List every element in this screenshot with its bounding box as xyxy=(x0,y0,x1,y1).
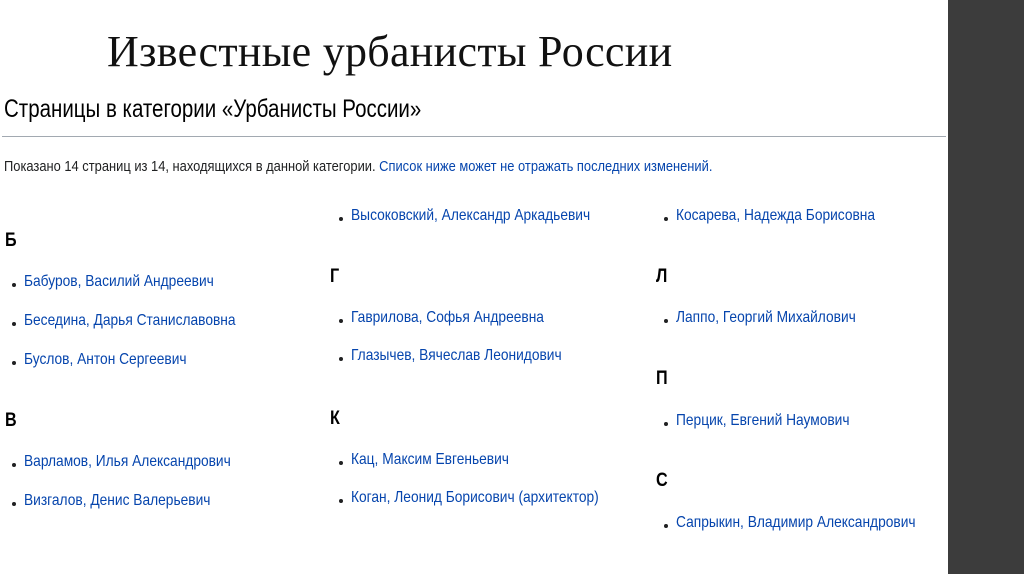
list-item[interactable]: Кац, Максим Евгеньевич xyxy=(351,451,509,468)
category-heading: Страницы в категории «Урбанисты России» xyxy=(4,95,422,123)
list-item[interactable]: Буслов, Антон Сергеевич xyxy=(24,351,187,368)
slide-title: Известные урбанисты России xyxy=(107,27,673,76)
bullet-icon xyxy=(339,499,343,503)
bullet-icon xyxy=(664,524,668,528)
heading-divider xyxy=(2,136,946,137)
bullet-icon xyxy=(12,361,16,365)
letter-heading-v: В xyxy=(5,410,17,431)
bullet-icon xyxy=(339,357,343,361)
list-item[interactable]: Косарева, Надежда Борисовна xyxy=(676,207,876,224)
letter-heading-s: С xyxy=(656,470,668,491)
list-item[interactable]: Лаппо, Георгий Михайлович xyxy=(676,309,856,326)
list-item[interactable]: Коган, Леонид Борисович (архитектор) xyxy=(351,489,599,506)
recent-changes-link[interactable]: Список ниже может не отражать последних изменений. xyxy=(379,158,713,175)
bullet-icon xyxy=(339,319,343,323)
letter-heading-g: Г xyxy=(330,266,340,287)
letter-heading-l: Л xyxy=(656,266,668,287)
letter-heading-k: К xyxy=(330,408,340,429)
category-intro xyxy=(4,158,712,175)
list-item[interactable]: Бабуров, Василий Андреевич xyxy=(24,273,214,290)
bullet-icon xyxy=(339,217,343,221)
bullet-icon xyxy=(12,463,16,467)
letter-heading-p: П xyxy=(656,368,668,389)
list-item[interactable]: Беседина, Дарья Станиславовна xyxy=(24,312,236,329)
list-item[interactable]: Глазычев, Вячеслав Леонидович xyxy=(351,347,562,364)
list-item[interactable]: Варламов, Илья Александрович xyxy=(24,453,231,470)
list-item[interactable]: Перцик, Евгений Наумович xyxy=(676,412,850,429)
bullet-icon xyxy=(664,319,668,323)
bullet-icon xyxy=(664,217,668,221)
side-decoration-bar xyxy=(948,0,1024,574)
bullet-icon xyxy=(12,322,16,326)
list-item[interactable]: Визгалов, Денис Валерьевич xyxy=(24,492,211,509)
list-item[interactable]: Высоковский, Александр Аркадьевич xyxy=(351,207,591,224)
list-item[interactable]: Сапрыкин, Владимир Александрович xyxy=(676,514,916,531)
intro-text: Показано 14 страниц из 14, находящихся в данной категории. xyxy=(4,158,376,175)
bullet-icon xyxy=(12,283,16,287)
bullet-icon xyxy=(664,422,668,426)
list-item[interactable]: Гаврилова, Софья Андреевна xyxy=(351,309,544,326)
bullet-icon xyxy=(12,502,16,506)
bullet-icon xyxy=(339,461,343,465)
letter-heading-b: Б xyxy=(5,230,17,251)
